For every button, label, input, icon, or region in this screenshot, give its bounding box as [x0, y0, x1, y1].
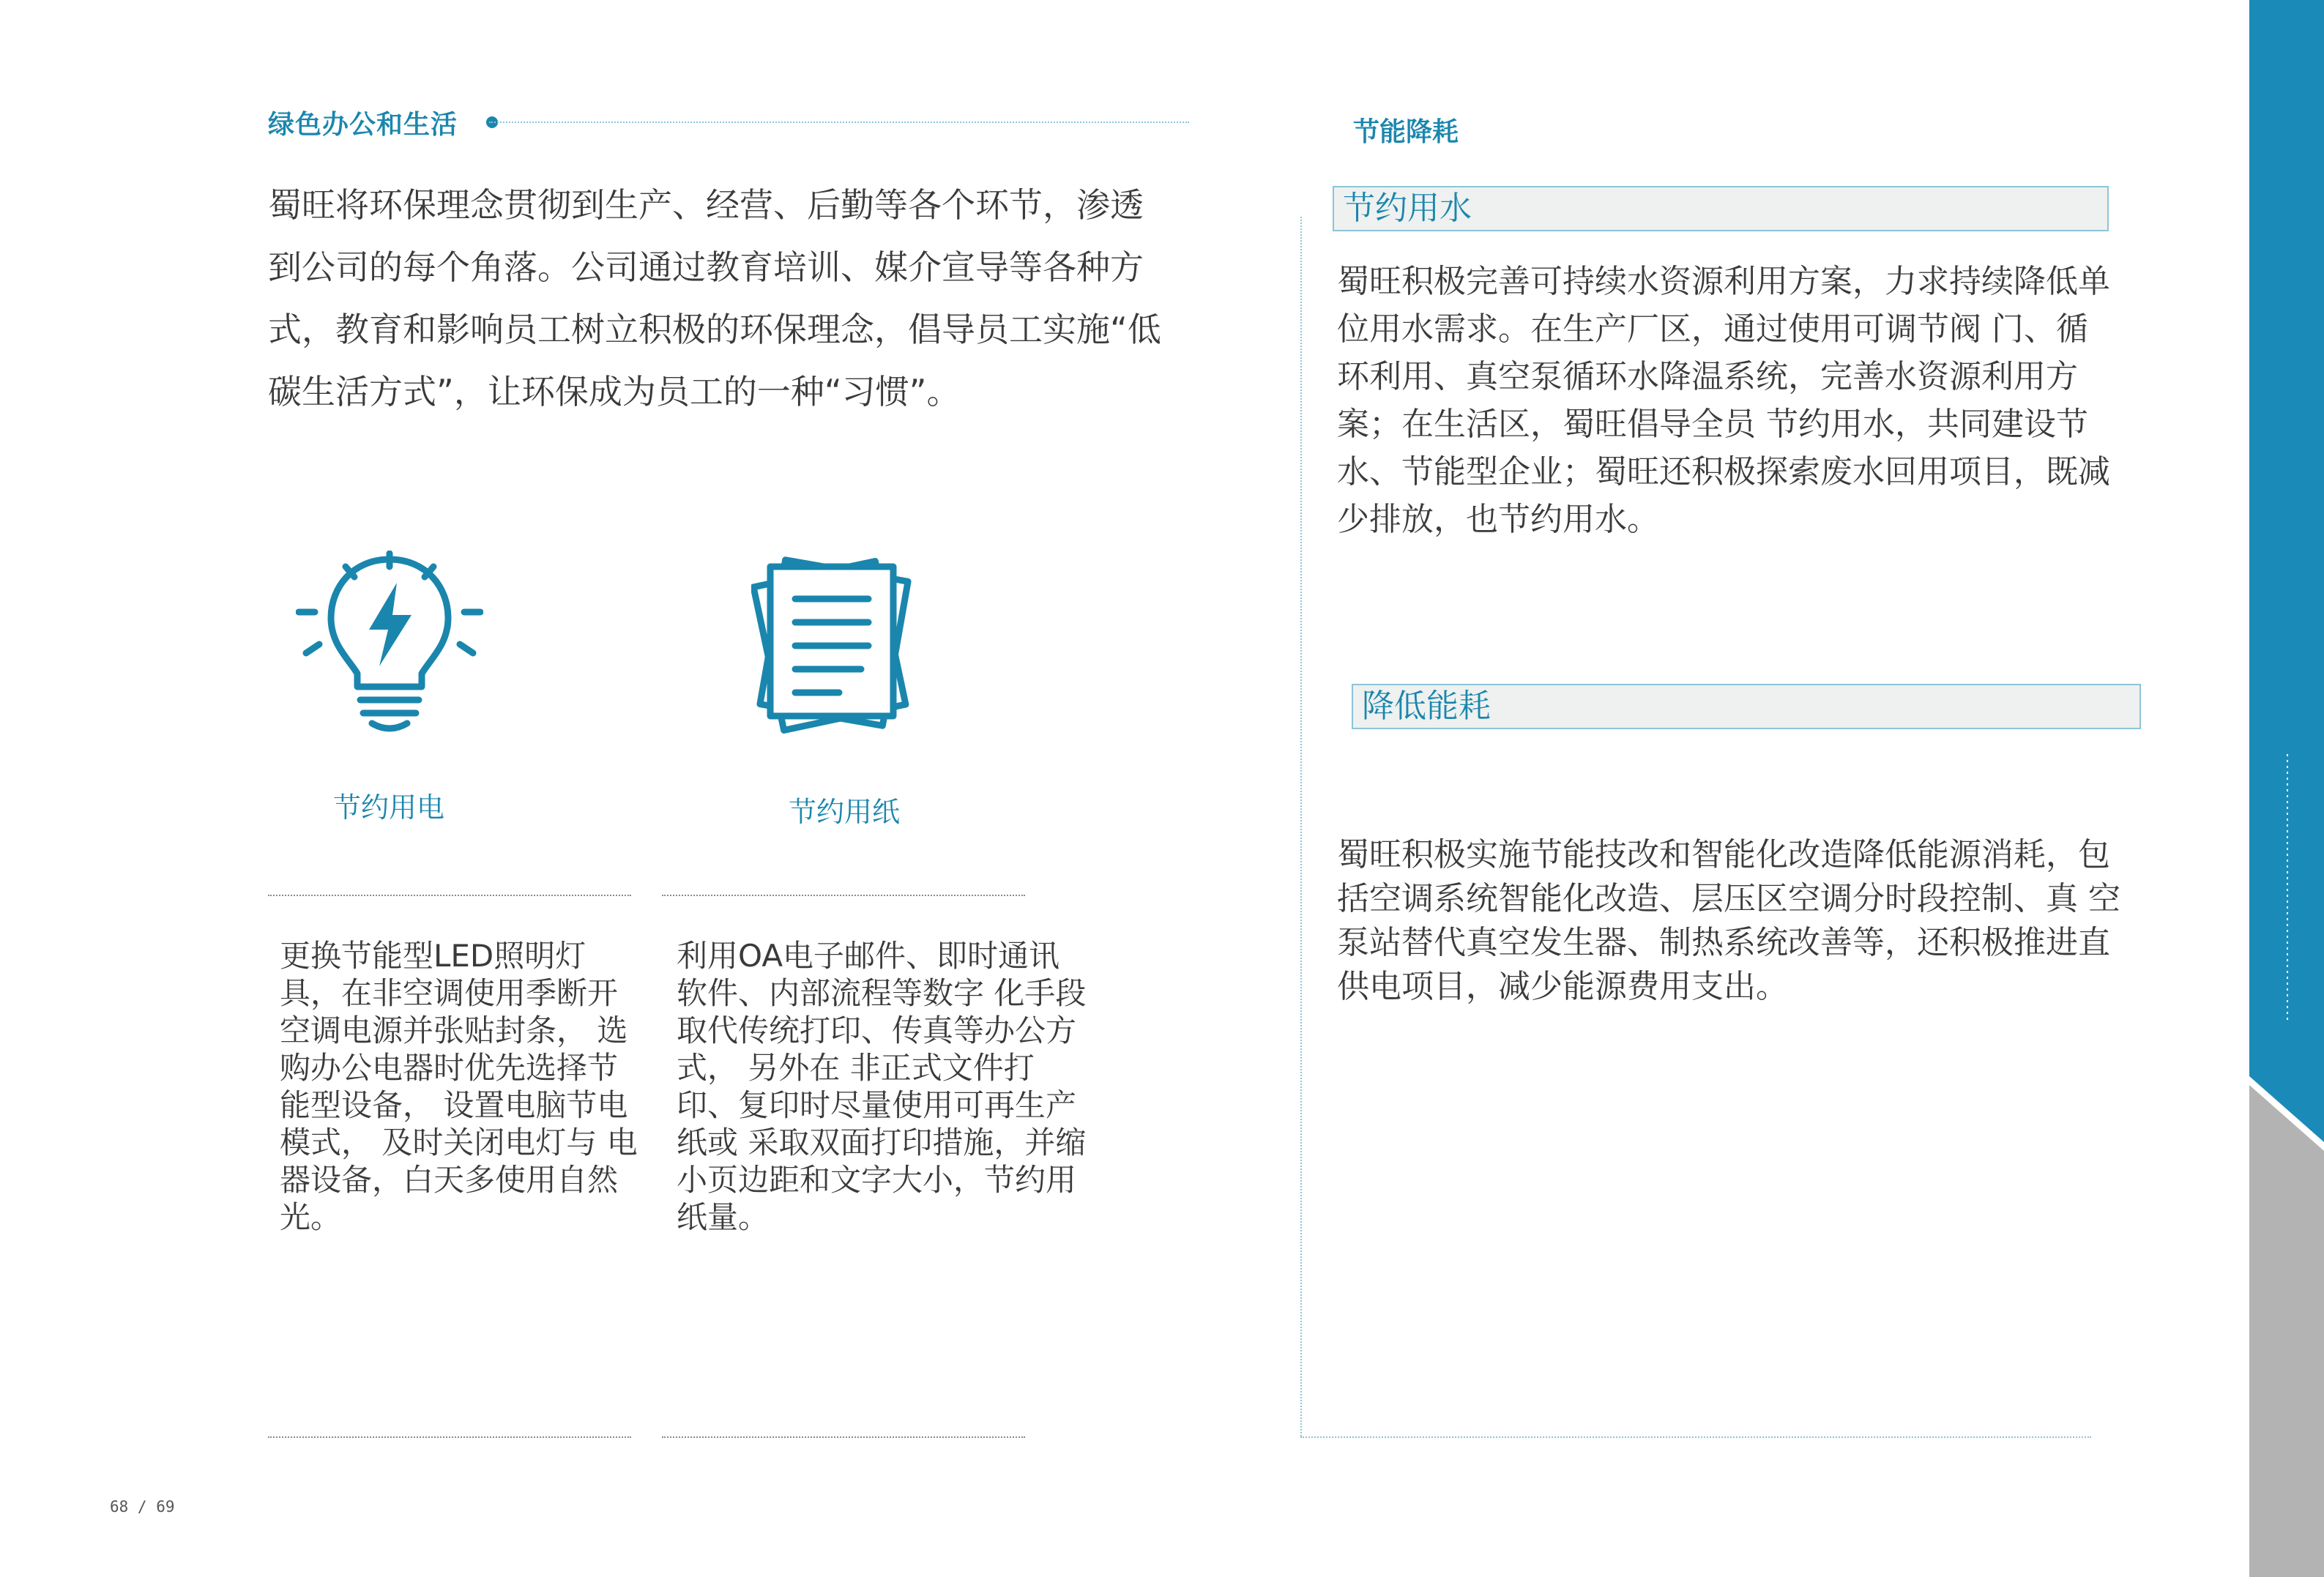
water-description: 蜀旺积极完善可持续水资源利用方案，力求持续降低单位用水需求。在生产厂区，通过使用可调节阀 门、循环利用、真空泵循环水降温系统，完善水资源利用方案；在生活区，蜀旺倡导全员 节约用水，共同建设节水、节能型企业；蜀旺还积极探索废水回用项目，既减少排放，也节约用水。	[1337, 263, 2110, 538]
document-stack-icon	[751, 551, 912, 735]
divider-electricity-bottom	[268, 1436, 631, 1438]
divider-paper-bottom	[662, 1436, 1025, 1438]
energy-description: 蜀旺积极实施节能技改和智能化改造降低能源消耗，包括空调系统智能化改造、层压区空调分时段控制、真 空泵站替代真空发生器、制热系统改善等，还积极推进直供电项目，减少能源费用支出。	[1337, 836, 2120, 1005]
section-title-green-office: 绿色办公和生活	[268, 110, 458, 140]
divider-paper-top	[662, 895, 1025, 896]
subheading-reduce-energy: 降低能耗	[1352, 684, 2141, 729]
paper-description: 利用OA电子邮件、即时通讯软件、内部流程等数字 化手段取代传统打印、传真等办公方式， 另外在 非正式文件打印、复印时尽量使用可再生产纸或 采取双面打印措施，并缩小页边距和文字大小，节约用纸量。	[677, 938, 1087, 1235]
electricity-description: 更换节能型LED照明灯具，在非空调使用季断开空调电源并张贴封条， 选购办公电器时优先选择节能型设备， 设置电脑节电模式， 及时关闭电灯与 电器设备，白天多使用自然光。	[280, 938, 638, 1235]
lightbulb-icon	[296, 551, 483, 734]
decorative-page-edge	[2249, 0, 2324, 1577]
right-panel-bottom-rule	[1300, 1436, 2091, 1438]
right-panel-vertical-rule	[1300, 217, 1302, 1436]
divider-electricity-top	[268, 895, 631, 896]
title-dotted-rule	[489, 122, 1189, 123]
section-title-energy-saving: 节能降耗	[1353, 117, 1459, 147]
label-save-paper: 节约用纸	[788, 796, 900, 828]
page-numbers: 68 / 69	[110, 1498, 175, 1516]
label-save-electricity: 节约用电	[332, 791, 444, 824]
intro-paragraph: 蜀旺将环保理念贯彻到生产、经营、后勤等各个环节，渗透到公司的每个角落。公司通过教育培训、媒介宣导等各种方式，教育和影响员工树立积极的环保理念，倡导员工实施“低碳生活方式”，让环保成为员工的一种“习惯”。	[268, 185, 1161, 411]
subheading-save-water: 节约用水	[1333, 186, 2109, 231]
